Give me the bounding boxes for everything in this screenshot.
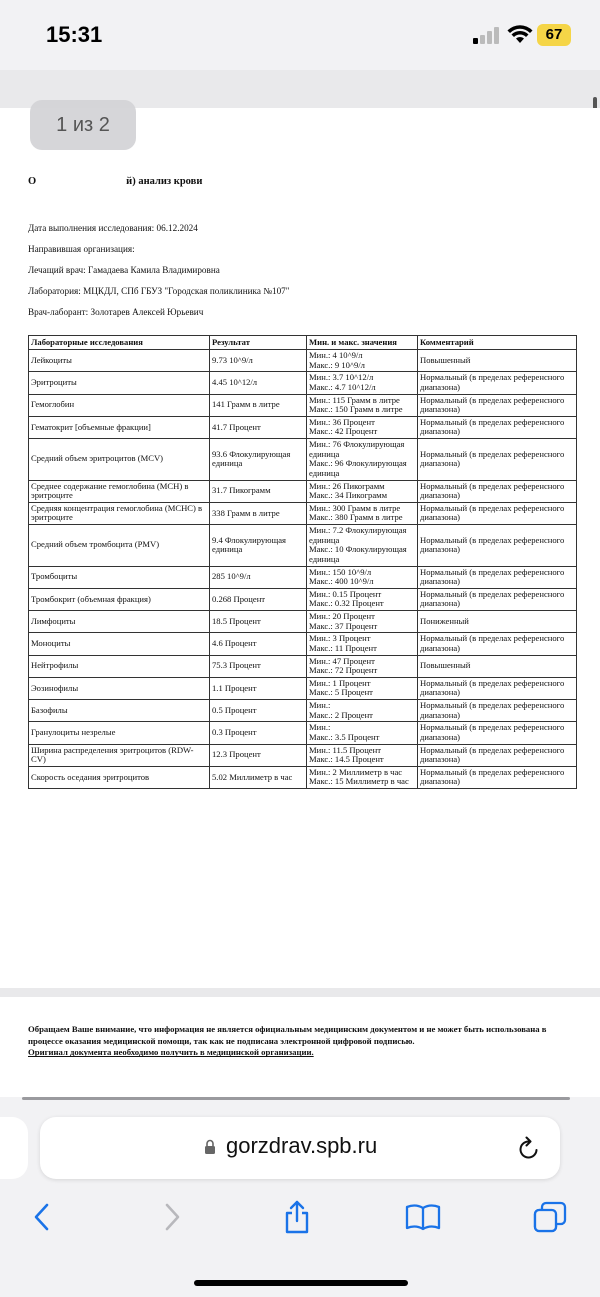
cell-range bbox=[307, 611, 418, 633]
cell-range bbox=[307, 588, 418, 610]
range-min: Мин.: 36 Процент bbox=[309, 416, 375, 427]
range-min: Мин.: 47 Процент bbox=[309, 655, 375, 666]
cell-result: 1.1 Процент bbox=[210, 677, 307, 699]
range-min: Мин.: 26 Пикограмм bbox=[309, 480, 385, 491]
table-row bbox=[29, 439, 577, 481]
document-viewer[interactable] bbox=[0, 70, 600, 1110]
cell-range bbox=[307, 700, 418, 722]
range-max: Макс.: 0.32 Процент bbox=[309, 598, 384, 609]
table-row bbox=[29, 502, 577, 524]
range-max: Макс.: 37 Процент bbox=[309, 620, 378, 631]
cell-test: Лейкоциты bbox=[29, 350, 210, 372]
cell-test: Эритроциты bbox=[29, 372, 210, 394]
range-min: Мин.: 7.2 Флокулирующая единица bbox=[309, 525, 407, 545]
cell-comment: Нормальный (в пределах референсного диапазона) bbox=[418, 502, 577, 524]
cell-comment: Нормальный (в пределах референсного диапазона) bbox=[418, 394, 577, 416]
range-min: Мин.: bbox=[309, 700, 331, 710]
range-min: Мин.: 3 Процент bbox=[309, 633, 371, 644]
meta-lab-assistant: Врач-лаборант: Золотарев Алексей Юрьевич bbox=[28, 307, 204, 317]
range-max: Макс.: 34 Пикограмм bbox=[309, 490, 388, 501]
status-time: 15:31 bbox=[46, 22, 103, 47]
cell-comment: Нормальный (в пределах референсного диапазона) bbox=[418, 722, 577, 744]
cell-comment: Нормальный (в пределах референсного диапазона) bbox=[418, 566, 577, 588]
cell-result: 0.3 Процент bbox=[210, 722, 307, 744]
cell-comment: Нормальный (в пределах референсного диапазона) bbox=[418, 633, 577, 655]
cell-test: Скорость оседания эритроцитов bbox=[29, 766, 210, 788]
cell-range bbox=[307, 480, 418, 502]
range-max: Макс.: 4.7 10^12/л bbox=[309, 381, 376, 392]
range-max: Макс.: 400 10^9/л bbox=[309, 576, 374, 587]
meta-organization: Направившая организация: bbox=[28, 244, 135, 254]
reload-icon[interactable] bbox=[516, 1134, 542, 1162]
cell-range bbox=[307, 722, 418, 744]
range-max: Макс.: 42 Процент bbox=[309, 426, 378, 437]
cell-result: 12.3 Процент bbox=[210, 744, 307, 766]
cell-range bbox=[307, 655, 418, 677]
page-counter: 1 из 2 bbox=[30, 100, 136, 150]
cell-range bbox=[307, 525, 418, 567]
document-title bbox=[28, 176, 202, 187]
battery-indicator: 67 bbox=[537, 24, 571, 46]
table-row bbox=[29, 525, 577, 567]
lock-icon bbox=[204, 1139, 216, 1155]
cell-comment: Нормальный (в пределах референсного диапазона) bbox=[418, 416, 577, 438]
cell-comment: Нормальный (в пределах референсного диапазона) bbox=[418, 525, 577, 567]
table-row bbox=[29, 394, 577, 416]
cell-comment: Нормальный (в пределах референсного диапазона) bbox=[418, 372, 577, 394]
cell-range bbox=[307, 394, 418, 416]
table-header-row bbox=[29, 336, 577, 350]
range-min: Мин.: 76 Флокулирующая единица bbox=[309, 439, 405, 459]
range-min: Мин.: 2 Миллиметр в час bbox=[309, 766, 403, 777]
table-row bbox=[29, 566, 577, 588]
browser-toolbar bbox=[0, 1097, 600, 1297]
range-max: Макс.: 15 Миллиметр в час bbox=[309, 776, 409, 787]
cell-range bbox=[307, 350, 418, 372]
cell-test: Гематокрит [объемные фракции] bbox=[29, 416, 210, 438]
range-min: Мин.: 20 Процент bbox=[309, 611, 375, 621]
cell-result: 141 Грамм в литре bbox=[210, 394, 307, 416]
range-min: Мин.: 4 10^9/л bbox=[309, 350, 363, 360]
cell-test: Средняя концентрация гемоглобина (MCHC) в эритроците bbox=[29, 502, 210, 524]
meta-doctor: Лечащий врач: Гамадаева Камила Владимировна bbox=[28, 265, 220, 275]
cell-result: 9.4 Флокулирующая единица bbox=[210, 525, 307, 567]
cell-comment: Нормальный (в пределах референсного диапазона) bbox=[418, 744, 577, 766]
cell-test: Нейтрофилы bbox=[29, 655, 210, 677]
cell-result: 285 10^9/л bbox=[210, 566, 307, 588]
cell-comment: Нормальный (в пределах референсного диапазона) bbox=[418, 700, 577, 722]
range-min: Мин.: 1 Процент bbox=[309, 677, 371, 688]
header-comment: Комментарий bbox=[418, 336, 577, 350]
cell-range bbox=[307, 439, 418, 481]
cell-test: Среднее содержание гемоглобина (MCH) в эритроците bbox=[29, 480, 210, 502]
table-row bbox=[29, 480, 577, 502]
range-min: Мин.: 0.15 Процент bbox=[309, 588, 382, 599]
document-page-1 bbox=[0, 108, 600, 988]
cell-test: Средний объем тромбоцита (PMV) bbox=[29, 525, 210, 567]
range-min: Мин.: 300 Грамм в литре bbox=[309, 502, 401, 513]
disclaimer-text: Обращаем Ваше внимание, что информация не является официальным медицинским документом и не может быть использована в процессе оказания медицинской помощи, так как не подписана электронной цифровой подписью. bbox=[28, 1024, 547, 1046]
cell-range bbox=[307, 633, 418, 655]
cell-comment: Повышенный bbox=[418, 655, 577, 677]
title-visible: й) анализ крови bbox=[126, 176, 203, 187]
range-max: Макс.: 14.5 Процент bbox=[309, 754, 384, 765]
lab-results-table bbox=[28, 335, 577, 789]
range-max: Макс.: 5 Процент bbox=[309, 687, 373, 698]
cell-test: Ширина распределения эритроцитов (RDW-CV) bbox=[29, 744, 210, 766]
address-bar[interactable] bbox=[40, 1117, 560, 1179]
range-max: Макс.: 380 Грамм в литре bbox=[309, 512, 403, 523]
range-min: Мин.: bbox=[309, 722, 331, 733]
navigation-row bbox=[0, 1197, 600, 1241]
range-min: Мин.: 3.7 10^12/л bbox=[309, 372, 374, 383]
range-min: Мин.: 11.5 Процент bbox=[309, 744, 381, 755]
book-icon bbox=[404, 1202, 442, 1232]
cell-range bbox=[307, 566, 418, 588]
cell-test: Гемоглобин bbox=[29, 394, 210, 416]
cell-result: 41.7 Процент bbox=[210, 416, 307, 438]
home-indicator bbox=[194, 1280, 408, 1286]
cell-result: 75.3 Процент bbox=[210, 655, 307, 677]
cell-range bbox=[307, 766, 418, 788]
back-button[interactable] bbox=[22, 1197, 62, 1237]
table-row bbox=[29, 416, 577, 438]
cell-result: 31.7 Пикограмм bbox=[210, 480, 307, 502]
cell-result: 338 Грамм в литре bbox=[210, 502, 307, 524]
header-range: Мин. и макс. значения bbox=[307, 336, 418, 350]
cell-test: Моноциты bbox=[29, 633, 210, 655]
cell-result: 93.6 Флокулирующая единица bbox=[210, 439, 307, 481]
range-max: Макс.: 150 Грамм в литре bbox=[309, 404, 403, 415]
cell-test: Базофилы bbox=[29, 700, 210, 722]
table-row bbox=[29, 588, 577, 610]
cell-test: Тромбокрит (объемная фракция) bbox=[29, 588, 210, 610]
range-min: Мин.: 150 10^9/л bbox=[309, 566, 372, 577]
cell-test: Лимфоциты bbox=[29, 611, 210, 633]
table-row bbox=[29, 611, 577, 633]
table-row bbox=[29, 655, 577, 677]
cell-comment: Нормальный (в пределах референсного диапазона) bbox=[418, 588, 577, 610]
cell-result: 4.6 Процент bbox=[210, 633, 307, 655]
cell-comment: Нормальный (в пределах референсного диапазона) bbox=[418, 439, 577, 481]
cell-result: 0.268 Процент bbox=[210, 588, 307, 610]
table-row bbox=[29, 700, 577, 722]
header-test: Лабораторные исследования bbox=[29, 336, 210, 350]
wifi-icon bbox=[507, 24, 533, 44]
range-max: Макс.: 96 Флокулирующая единица bbox=[309, 458, 407, 478]
cellular-signal-icon bbox=[473, 26, 501, 44]
cell-result: 18.5 Процент bbox=[210, 611, 307, 633]
chevron-left-icon bbox=[32, 1202, 52, 1232]
disclaimer-notice bbox=[28, 1024, 573, 1059]
tabs-button[interactable] bbox=[530, 1197, 570, 1237]
chevron-right-icon bbox=[162, 1202, 182, 1232]
table-row bbox=[29, 677, 577, 699]
table-row bbox=[29, 350, 577, 372]
toolbar-divider bbox=[22, 1097, 570, 1100]
cell-comment: Пониженный bbox=[418, 611, 577, 633]
cell-result: 9.73 10^9/л bbox=[210, 350, 307, 372]
range-max: Макс.: 9 10^9/л bbox=[309, 359, 365, 370]
cell-range bbox=[307, 744, 418, 766]
title-left-fragment: О bbox=[28, 176, 37, 187]
cell-comment: Повышенный bbox=[418, 350, 577, 372]
header-result: Результат bbox=[210, 336, 307, 350]
table-row bbox=[29, 766, 577, 788]
cell-range bbox=[307, 677, 418, 699]
cell-test: Гранулоциты незрелые bbox=[29, 722, 210, 744]
cell-range bbox=[307, 502, 418, 524]
bookmarks-button[interactable] bbox=[403, 1197, 443, 1237]
share-button[interactable] bbox=[277, 1197, 317, 1237]
cell-result: 5.02 Миллиметр в час bbox=[210, 766, 307, 788]
document-page-2 bbox=[0, 997, 600, 1110]
cell-range bbox=[307, 372, 418, 394]
cell-test: Тромбоциты bbox=[29, 566, 210, 588]
previous-tab-peek[interactable] bbox=[0, 1117, 28, 1179]
range-max: Макс.: 2 Процент bbox=[309, 709, 373, 720]
cell-comment: Нормальный (в пределах референсного диапазона) bbox=[418, 677, 577, 699]
cell-test: Средний объем эритроцитов (MCV) bbox=[29, 439, 210, 481]
cell-range bbox=[307, 416, 418, 438]
cell-comment: Нормальный (в пределах референсного диапазона) bbox=[418, 766, 577, 788]
status-bar bbox=[0, 0, 600, 70]
range-max: Макс.: 72 Процент bbox=[309, 665, 378, 676]
range-max: Макс.: 3.5 Процент bbox=[309, 731, 380, 742]
table-row bbox=[29, 744, 577, 766]
cell-comment: Нормальный (в пределах референсного диапазона) bbox=[418, 480, 577, 502]
forward-button[interactable] bbox=[152, 1197, 192, 1237]
cell-result: 0.5 Процент bbox=[210, 700, 307, 722]
range-max: Макс.: 10 Флокулирующая единица bbox=[309, 544, 407, 564]
url-text[interactable]: gorzdrav.spb.ru bbox=[226, 1133, 378, 1158]
table-row bbox=[29, 372, 577, 394]
disclaimer-underlined: Оригинал документа необходимо получить в медицинской организации. bbox=[28, 1047, 314, 1058]
cell-test: Эозинофилы bbox=[29, 677, 210, 699]
table-row bbox=[29, 633, 577, 655]
meta-laboratory: Лаборатория: МЦКДЛ, СПб ГБУЗ "Городская поликлиника №107" bbox=[28, 286, 290, 296]
meta-date: Дата выполнения исследования: 06.12.2024 bbox=[28, 223, 198, 233]
share-icon bbox=[282, 1199, 312, 1235]
table-row bbox=[29, 722, 577, 744]
tabs-icon bbox=[532, 1200, 568, 1234]
range-min: Мин.: 115 Грамм в литре bbox=[309, 394, 400, 405]
cell-result: 4.45 10^12/л bbox=[210, 372, 307, 394]
range-max: Макс.: 11 Процент bbox=[309, 642, 377, 653]
